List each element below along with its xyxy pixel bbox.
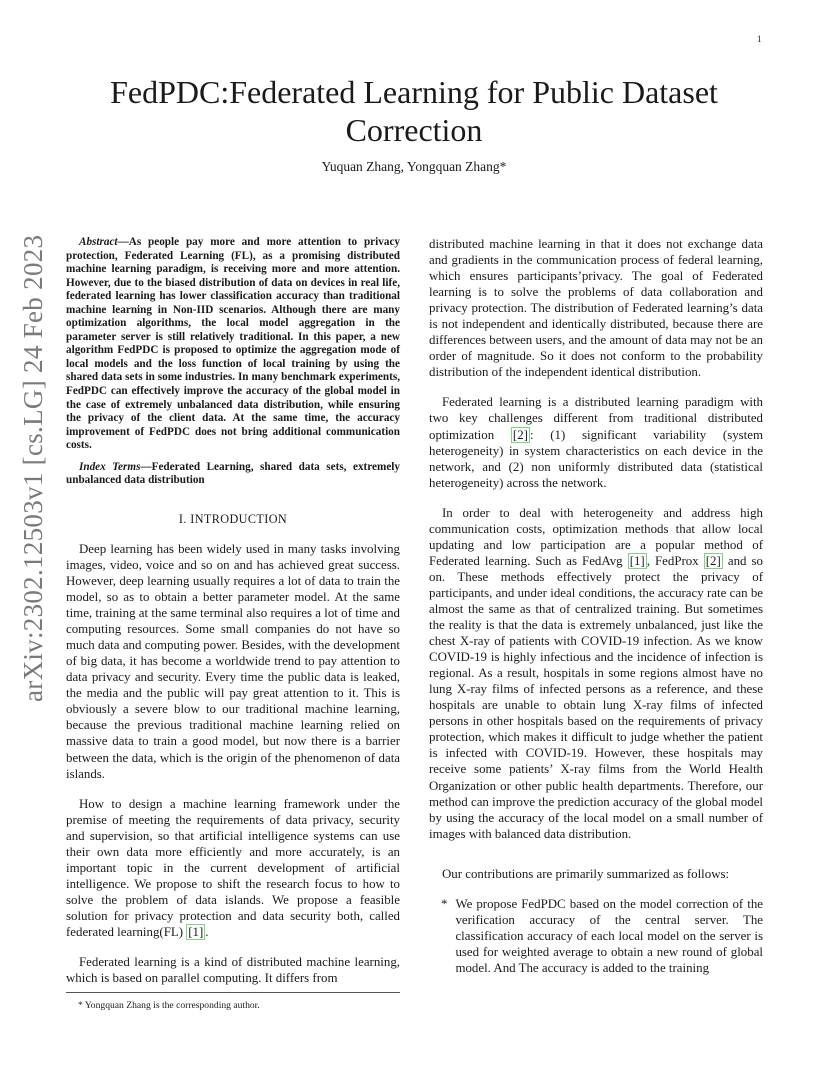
- citation-link[interactable]: [1]: [629, 553, 645, 568]
- citation-link[interactable]: [2]: [705, 553, 721, 568]
- section-numeral: I.: [178, 511, 191, 526]
- paragraph-text: : (1) significant variability (system heterogeneity) in system characteristics on each device in the network, and (2) non uniformly distributed data (statistical heterogeneity) across the network.: [429, 427, 763, 490]
- index-terms-label: Index Terms: [79, 460, 141, 473]
- paragraph-text: , FedProx: [646, 553, 704, 568]
- paragraph: distributed machine learning in that it does not exchange data and gradients in the communication process of federal learning, which ensures participants’privacy. The goal of Federated learning is to solve the problems of data collaboration and privacy protection. The distribution of Federated learning’s data is not independent and identically distributed, because there are differences between users, and the amount of data may not be an order of magnitude. So it does not conform to the probability distribution of the independent identical distribution.: [429, 237, 763, 380]
- paragraph: [429, 505, 763, 842]
- list-item-text: We propose FedPDC based on the model correction of the verification accuracy of the central server. The classification accuracy of each local model on the server is used for weighted average to obtain a new round of global model. And The accuracy is added to the training: [455, 896, 763, 975]
- arxiv-stamp-text: arXiv:2302.12503v1 [cs.LG] 24 Feb 2023: [18, 234, 48, 702]
- paragraph-text: In order to deal with heterogeneity and address high communication costs, optimization methods that allow local updating and low participation are a popular method of Federated learning. Such as FedAvg: [429, 505, 763, 568]
- paragraph: Deep learning has been widely used in many tasks involving images, video, voice and so on and has achieved great success. However, deep learning usually requires a lot of data to train the model, so as to obtain a better parameter model. At the same time, training at the same terminal also requires a lot of time and computing resources. Some small companies do not have so much data and computing power. Besides, with the development of big data, it has become a worldwide trend to pay attention to data privacy and security. Every time the public data is leaked, the media and the public will pay great attention to it. This is obviously a severe blow to our traditional machine learning, because the previous traditional machine learning relied on massive data to train a good model, but now there is a barrier between the data, which is the origin of the phenomenon of data islands.: [66, 541, 400, 781]
- right-column: [429, 236, 763, 976]
- paper-authors: Yuquan Zhang, Yongquan Zhang*: [321, 159, 507, 174]
- abstract: [66, 236, 400, 453]
- section-initial: I: [190, 511, 195, 526]
- section-heading-introduction: [66, 511, 400, 527]
- paragraph: Our contributions are primarily summarized as follows:: [442, 866, 730, 881]
- paragraph: [429, 394, 763, 490]
- paragraph-text: Federated learning is a distributed learning paradigm with two key challenges different from traditional distributed optimization: [429, 395, 763, 442]
- paragraph: Federated learning is a kind of distributed machine learning, which is based on parallel computing. It differs from: [66, 955, 400, 986]
- paragraph-text: and so on. These methods effectively protect the privacy of participants, and under ideal conditions, the accuracy rate can be almost the same as that of centralized training. But sometimes the reality is that the data is extremely unbalanced, just like the chest X-ray of patients with COVID-19 infection. As we know COVID-19 is highly infectious and the incidence of infection is regional. As a result, hospitals in some regions almost have no lung X-ray films of infected persons as a reference, and these hospitals are unable to obtain lung X-ray films of infected persons in other hospitals based on the requirements of privacy protection, which makes it difficult to judge whether the patient is infected with COVID-19. However, these hospitals may receive some patients’ X-ray films from the World Health Organization or other public health departments. Therefore, our method can improve the prediction accuracy of the global model by using the accuracy of the local model on a small number of images with balanced data distribution.: [429, 553, 763, 841]
- paper-title: FedPDC:Federated Learning for Public Dataset Correction: [110, 74, 718, 148]
- index-terms: [66, 461, 400, 488]
- footnote-text: * Yongquan Zhang is the corresponding author.: [78, 1000, 260, 1011]
- bullet-marker: *: [441, 896, 448, 911]
- paragraph: [66, 796, 400, 940]
- left-column: [66, 236, 400, 1000]
- paragraph-text: How to design a machine learning framework under the premise of meeting the requirements of data privacy, security and supervision, so that artificial intelligence systems can use their own data more efficiently and more accurately, is an important topic in the current development of artificial intelligence. We propose to shift the research focus to how to solve the problem of data islands. We propose a feasible solution for privacy protection and data security both, called federated learning(FL): [66, 796, 400, 939]
- citation-link[interactable]: [1]: [188, 924, 204, 939]
- abstract-text: —As people pay more and more attention to privacy protection, Federated Learning (FL), as a promising distributed machine learning paradigm, is receiving more and more attention. However, due to the biased distribution of data on devices in real life, federated learning has lower classification accuracy than traditional machine learning in Non-IID scenarios. Although there are many optimization algorithms, the local model aggregation in the parameter server is still relatively traditional. In this paper, a new algorithm FedPDC is proposed to optimize the aggregation mode of local models and the loss function of local training by using the shared data sets in some industries. In many benchmark experiments, FedPDC can effectively improve the accuracy of the global model in the case of extremely unbalanced data distribution, while ensuring the privacy of the client data. At the same time, the accuracy improvement of FedPDC does not bring additional communication costs.: [66, 236, 400, 452]
- spacer: [429, 856, 763, 866]
- footnote: [66, 992, 400, 1011]
- page-number: 1: [757, 34, 762, 44]
- list-item: [429, 896, 763, 976]
- citation-link[interactable]: [2]: [512, 427, 528, 442]
- paragraph-text: .: [205, 924, 209, 939]
- section-rest: NTRODUCTION: [194, 511, 288, 526]
- abstract-label: Abstract: [79, 236, 118, 248]
- index-terms-text: —Federated Learning, shared data sets, extremely unbalanced data distribution: [66, 460, 400, 487]
